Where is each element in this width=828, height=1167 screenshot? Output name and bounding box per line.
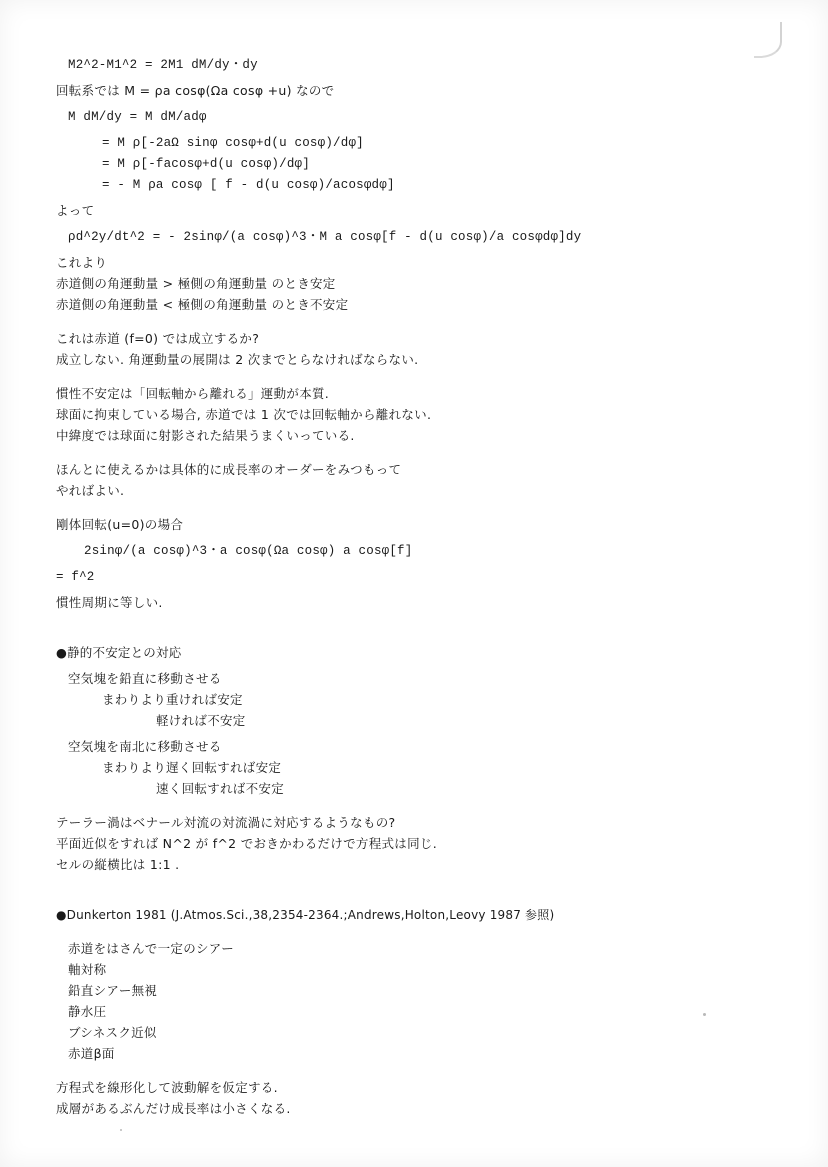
text-line: 空気塊を南北に移動させる — [68, 739, 222, 754]
spacer — [56, 977, 774, 984]
section-heading-static-instability: ●静的不安定との対応 — [56, 645, 182, 660]
equation-line: ρd^2y/dt^2 = - 2sinφ/(a cosφ)^3・M a cosφ[f - d(u cosφ)/a cosφdφ]dy — [68, 230, 582, 244]
text-line: 成層があるぶんだけ成長率は小さくなる. — [56, 1101, 291, 1116]
text-line: まわりより遅く回転すれば安定 — [102, 760, 282, 775]
spacer — [56, 124, 774, 136]
text-line: これは赤道 (f=0) では成立するか? — [56, 331, 260, 346]
spacer — [56, 1019, 774, 1026]
spacer — [56, 956, 774, 963]
text-line: 赤道をはさんで一定のシアー — [68, 941, 235, 956]
text-line: ほんとに使えるかは具体的に成長率のオーダーをみつもって — [56, 462, 402, 477]
text-line: 慣性不安定は「回転軸から離れる」運動が本質. — [56, 386, 330, 401]
equation-line: M dM/dy = M dM/adφ — [68, 110, 207, 124]
equation-line: = f^2 — [56, 570, 95, 584]
spacer — [56, 98, 774, 110]
text-line: 軽ければ不安定 — [156, 713, 246, 728]
text-line: 軸対称 — [68, 962, 107, 977]
text-line: 空気塊を鉛直に移動させる — [68, 671, 222, 686]
spacer — [56, 922, 774, 942]
spacer — [56, 872, 774, 908]
spacer — [56, 244, 774, 256]
text-line: 鉛直シアー無視 — [68, 983, 158, 998]
text-line: 静水圧 — [68, 1004, 107, 1019]
spacer — [56, 998, 774, 1005]
spacer — [56, 532, 774, 544]
equation-line: M2^2-M1^2 = 2M1 dM/dy・dy — [68, 58, 258, 72]
spacer — [56, 1040, 774, 1047]
spacer — [56, 192, 774, 204]
text-line: 成立しない. 角運動量の展開は 2 次までとらなければならない. — [56, 352, 419, 367]
text-line: テーラー渦はベナール対流の対流渦に対応するようなもの? — [56, 815, 396, 830]
spacer — [56, 218, 774, 230]
spacer — [56, 558, 774, 570]
text-line: 球面に拘束している場合, 赤道では 1 次では回転軸から離れない. — [56, 407, 432, 422]
text-line: まわりより重ければ安定 — [102, 692, 243, 707]
text-line: 速く回転すれば不安定 — [156, 781, 285, 796]
text-line: これより — [56, 255, 108, 270]
equation-line: 2sinφ/(a cosφ)^3・a cosφ(Ωa cosφ) a cosφ[f] — [84, 544, 413, 558]
text-line: よって — [56, 203, 95, 218]
equation-line: = M ρ[-facosφ+d(u cosφ)/dφ] — [102, 157, 310, 171]
text-line: 平面近似をすれば N^2 が f^2 でおきかわるだけで方程式は同じ. — [56, 836, 437, 851]
text-line: セルの縦横比は 1:1 . — [56, 857, 180, 872]
spacer — [56, 796, 774, 816]
spacer — [56, 584, 774, 596]
spacer — [56, 443, 774, 463]
scan-speck — [120, 1129, 122, 1131]
section-heading-reference: ●Dunkerton 1981 (J.Atmos.Sci.,38,2354-2364.;Andrews,Holton,Leovy 1987 参照) — [56, 908, 555, 922]
spacer — [56, 477, 774, 484]
text-line: やればよい. — [56, 483, 125, 498]
text-line: 慣性周期に等しい. — [56, 595, 163, 610]
text-line: ブシネスク近似 — [68, 1025, 157, 1040]
text-line: 方程式を線形化して波動解を仮定する. — [56, 1080, 278, 1095]
spacer — [56, 610, 774, 646]
text-line: 回転系では M = ρa cosφ(Ωa cosφ +u) なので — [56, 83, 335, 98]
spacer — [56, 1061, 774, 1081]
text-line: 赤道側の角運動量 < 極側の角運動量 のとき不安定 — [56, 297, 349, 312]
text-line: 赤道β面 — [68, 1046, 115, 1061]
text-line: 赤道側の角運動量 > 極側の角運動量 のとき安定 — [56, 276, 336, 291]
scanner-artifact-mark — [754, 22, 782, 58]
spacer — [56, 150, 774, 157]
equation-line: = M ρ[-2aΩ sinφ cosφ+d(u cosφ)/dφ] — [102, 136, 364, 150]
text-line: 剛体回転(u=0)の場合 — [56, 517, 184, 532]
spacer — [56, 498, 774, 518]
spacer — [56, 312, 774, 332]
spacer — [56, 171, 774, 178]
text-line: 中緯度では球面に射影された結果うまくいっている. — [56, 428, 355, 443]
document-body — [56, 58, 774, 1116]
equation-line: = - M ρa cosφ [ f - d(u cosφ)/acosφdφ] — [102, 178, 395, 192]
spacer — [56, 367, 774, 387]
